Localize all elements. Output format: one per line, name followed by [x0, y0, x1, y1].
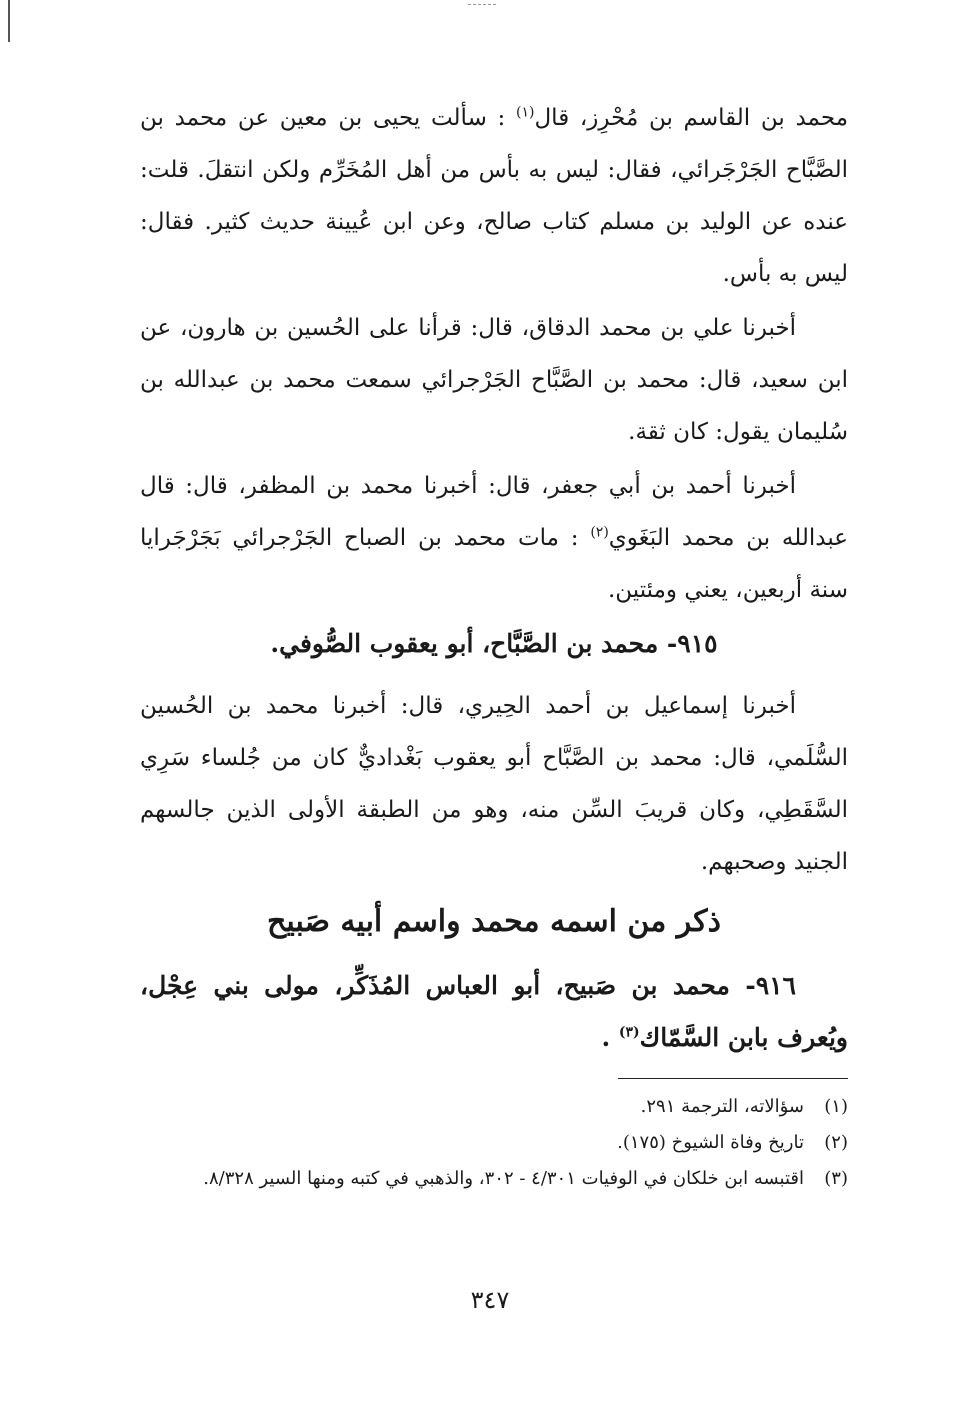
footnote-ref-2[interactable]: (٢) [590, 524, 609, 541]
footnote-2-number: (٢) [824, 1132, 848, 1153]
entry-916-heading [140, 960, 848, 1064]
footnote-ref-1[interactable]: (١) [516, 104, 535, 121]
footnote-1 [140, 1089, 848, 1125]
paragraph-4: أخبرنا إسماعيل بن أحمد الحِيري، قال: أخبرنا محمد بن الحُسين السُّلَمي، قال: محمد بن الصَّبَّاح أبو يعقوب بَغْداديٌّ كان من جُلساء سَرِي السَّقَطِي، وكان قريبَ السِّن منه، وهو من الطبقة الأولى الذين جالسهم الجنيد وصحبهم. [140, 693, 848, 875]
page-body [140, 92, 848, 1197]
paragraph-1-text-a: محمد بن القاسم بن مُحْرِز، قال [534, 105, 849, 131]
footnote-3 [140, 1161, 848, 1197]
footnote-2 [140, 1125, 848, 1161]
footnotes [140, 1089, 848, 1197]
page-number: ٣٤٧ [470, 1286, 510, 1314]
footnote-2-text: تاريخ وفاة الشيوخ (١٧٥). [617, 1132, 804, 1153]
footnote-ref-3[interactable]: (٣) [618, 1024, 640, 1041]
scan-edge-mark [8, 0, 10, 42]
footnote-1-number: (١) [824, 1096, 848, 1117]
paragraph-1 [140, 92, 848, 300]
entry-916-text: ٩١٦- محمد بن صَبيح، أبو العباس المُذَكِّر، مولى بني عِجْل، ويُعرف بابن السَّمّاك [140, 971, 848, 1052]
paragraph-3-text-a: أخبرنا أحمد بن أبي جعفر، قال: أخبرنا محمد بن المظفر، قال: قال عبدالله بن محمد البَغَوي [140, 473, 848, 551]
paragraph-1-text-b: : سألت يحيى بن معين عن محمد بن الصَّبَّاح الجَرْجَرائي، فقال: ليس به بأس من أهل المُخَرِّم ولكن انتقلَ. قلت: عنده عن الوليد بن مسلم كتاب صالح، وعن ابن عُيينة حديث كثير. فقال: ليس به بأس. [140, 105, 848, 287]
paragraph-3-text-b: : مات محمد بن الصباح الجَرْجرائي بَجَرْجَرايا سنة أربعين، يعني ومئتين. [140, 525, 848, 603]
paragraph-3 [140, 460, 848, 616]
entry-915-heading: ٩١٥- محمد بن الصَّبَّاح، أبو يعقوب الصُّوفي. [270, 629, 718, 658]
footnote-3-text: اقتبسه ابن خلكان في الوفيات ٤/٣٠١ - ٣٠٢، والذهبي في كتبه ومنها السير ٨/٣٢٨. [203, 1168, 804, 1189]
scan-top-dash [468, 4, 496, 5]
footnote-3-number: (٣) [824, 1168, 848, 1189]
footnote-divider [618, 1078, 848, 1079]
section-heading: ذكر من اسمه محمد واسم أبيه صَبيح [267, 904, 721, 939]
paragraph-2: أخبرنا علي بن محمد الدقاق، قال: قرأنا على الحُسين بن هارون، عن ابن سعيد، قال: محمد بن الصَّبَّاح الجَرْجرائي سمعت محمد بن عبدالله بن سُليمان يقول: كان ثقة. [140, 315, 848, 445]
footnote-1-text: سؤالاته، الترجمة ٢٩١. [640, 1096, 804, 1117]
entry-916-end: . [601, 1023, 611, 1052]
